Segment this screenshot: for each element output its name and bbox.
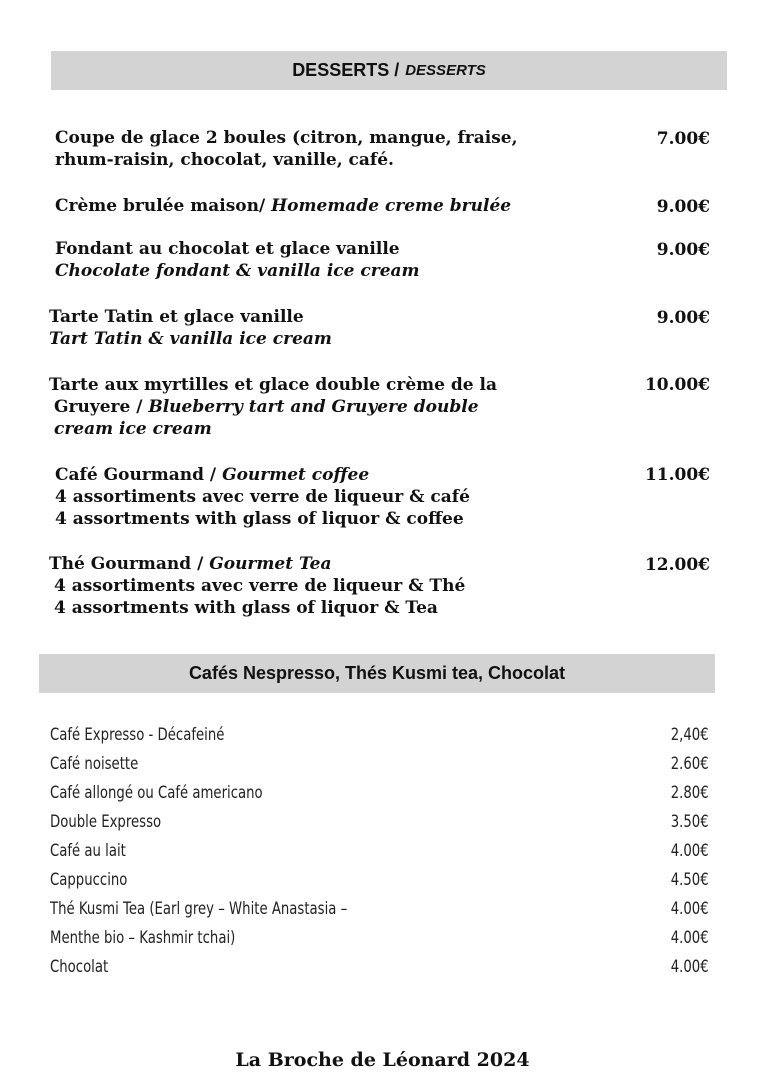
dessert-name-fr: Thé Gourmand / <box>49 554 210 574</box>
drink-row <box>50 808 709 837</box>
drink-row <box>50 866 709 895</box>
dessert-line: 4 assortiments avec verre de liqueur & Thé <box>54 576 466 596</box>
dessert-name-en: Tart Tatin & vanilla ice cream <box>49 329 332 349</box>
dessert-line: Coupe de glace 2 boules (citron, mangue, fraise, <box>55 128 518 148</box>
desserts-header-subtitle: DESSERTS <box>405 62 486 79</box>
drink-row <box>50 721 709 750</box>
desserts-section-header <box>51 51 727 90</box>
restaurant-footer: La Broche de Léonard 2024 <box>235 1049 530 1071</box>
dessert-line: Tarte Tatin et glace vanille <box>49 307 304 327</box>
dessert-price: 9.00€ <box>656 197 710 217</box>
drink-price: 4.00€ <box>671 841 709 861</box>
drink-name: Menthe bio – Kashmir tchai) <box>50 928 236 948</box>
drink-row <box>50 750 709 779</box>
dessert-item-the-gourmand <box>49 553 465 619</box>
dessert-item-fondant <box>55 238 420 282</box>
dessert-price: 12.00€ <box>644 555 710 575</box>
drink-row <box>50 924 709 953</box>
dessert-line: Fondant au chocolat et glace vanille <box>55 239 400 259</box>
dessert-name-en: Homemade creme brulée <box>271 196 512 216</box>
dessert-item-tarte-myrtilles <box>49 374 497 440</box>
dessert-line: rhum-raisin, chocolat, vanille, café. <box>55 150 394 170</box>
dessert-line: 4 assortiments avec verre de liqueur & café <box>55 487 470 507</box>
dessert-name-en: Chocolate fondant & vanilla ice cream <box>55 261 420 281</box>
dessert-name-en: Blueberry tart and Gruyere double <box>148 397 479 417</box>
drink-name: Cappuccino <box>50 870 128 890</box>
dessert-line: Tarte aux myrtilles et glace double crème de la <box>49 375 498 395</box>
dessert-item-tarte-tatin <box>49 306 332 350</box>
cafes-header-title: Cafés Nespresso, Thés Kusmi tea, Chocolat <box>188 663 566 683</box>
dessert-price: 10.00€ <box>644 375 710 395</box>
drink-price: 2,40€ <box>671 725 709 745</box>
drink-price: 3.50€ <box>671 812 709 832</box>
dessert-price: 9.00€ <box>656 308 710 328</box>
dessert-name-fr: Gruyere / <box>54 397 149 417</box>
dessert-item-coupe-glace <box>55 127 518 171</box>
drink-price: 2.60€ <box>671 754 709 774</box>
dessert-name-fr: Café Gourmand / <box>55 465 223 485</box>
drink-name: Café au lait <box>50 841 126 861</box>
dessert-price: 9.00€ <box>656 240 710 260</box>
drink-name: Thé Kusmi Tea (Earl grey – White Anastasia – <box>50 899 348 919</box>
dessert-price: 11.00€ <box>644 465 710 485</box>
drink-price: 4.00€ <box>671 928 709 948</box>
drink-name: Chocolat <box>50 957 109 977</box>
dessert-line: 4 assortments with glass of liquor & coffee <box>55 509 464 529</box>
dessert-price: 7.00€ <box>656 129 710 149</box>
drink-price: 4.00€ <box>671 957 709 977</box>
drink-row <box>50 895 709 924</box>
dessert-name-en: Gourmet coffee <box>222 465 370 485</box>
dessert-name-en: cream ice cream <box>54 419 212 439</box>
dessert-item-cafe-gourmand <box>55 464 470 530</box>
drink-name: Double Expresso <box>50 812 162 832</box>
drink-price: 4.00€ <box>671 899 709 919</box>
drink-price: 4.50€ <box>671 870 709 890</box>
dessert-name-en: Gourmet Tea <box>209 554 332 574</box>
drink-row <box>50 953 709 982</box>
drink-price: 2.80€ <box>671 783 709 803</box>
drink-name: Café Expresso - Décafeiné <box>50 725 225 745</box>
drink-row <box>50 837 709 866</box>
drink-name: Café allongé ou Café americano <box>50 783 263 803</box>
drinks-list <box>50 721 709 982</box>
dessert-line: 4 assortments with glass of liquor & Tea <box>54 598 438 618</box>
desserts-header-title: DESSERTS / <box>292 60 400 80</box>
cafes-section-header <box>39 654 715 693</box>
dessert-item-creme-brulee <box>55 195 511 217</box>
drink-name: Café noisette <box>50 754 139 774</box>
drink-row <box>50 779 709 808</box>
dessert-name-fr: Crème brulée maison/ <box>55 196 272 216</box>
